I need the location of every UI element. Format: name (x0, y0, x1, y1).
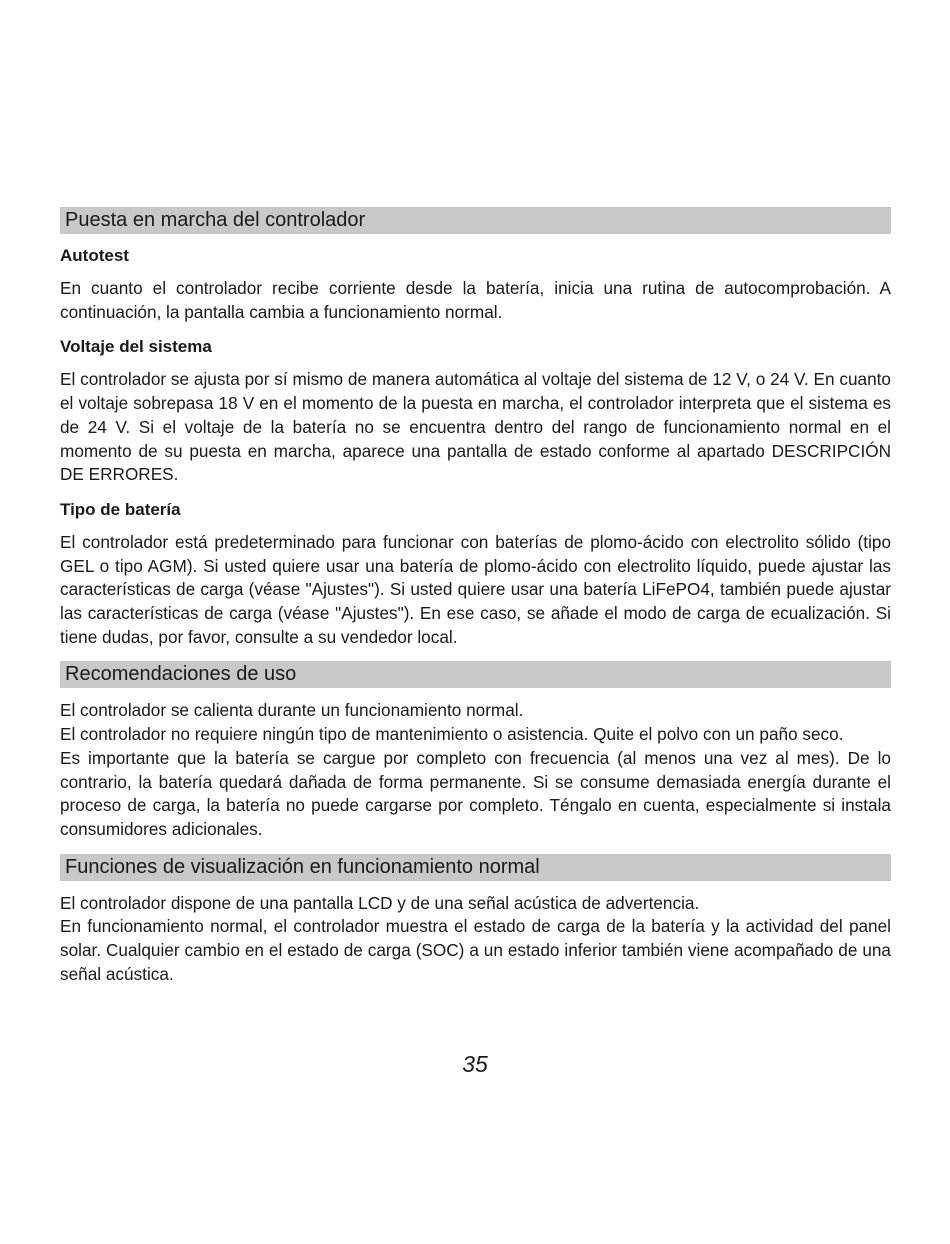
paragraph-voltaje: El controlador se ajusta por sí mismo de manera automática al voltaje del sistema de 12 V, o 24 V. En cuanto el voltaje sobrepasa 18 V en el momento de la puesta en marcha, el controlador interpreta que el sistema es de 24 V. Si el voltaje de la batería no se encuentra dentro del rango de funcionamiento normal en el momento de su puesta en marcha, aparece una pantalla de estado conforme al apartado DESCRIPCIÓN DE ERRORES. (60, 369, 891, 485)
paragraph-funciones-1: El controlador dispone de una pantalla LCD y de una señal acústica de advertencia. (60, 892, 700, 913)
paragraph-autotest: En cuanto el controlador recibe corriente desde la batería, inicia una rutina de autocomprobación. A continuación, la pantalla cambia a funcionamiento normal. (60, 278, 891, 322)
document-page (60, 207, 891, 986)
subheading-tipo-bateria: Tipo de batería (60, 499, 181, 519)
subheading-autotest: Autotest (60, 246, 129, 265)
paragraph-recomendacion-2: El controlador no requiere ningún tipo de mantenimiento o asistencia. Quite el polvo con un paño seco. (60, 724, 844, 745)
paragraph-recomendacion-1: El controlador se calienta durante un funcionamiento normal. (60, 700, 524, 721)
page-number: 35 (462, 1051, 488, 1077)
recomendaciones-body (60, 699, 891, 841)
section-header-recomendaciones: Recomendaciones de uso (60, 661, 891, 688)
subheading-voltaje: Voltaje del sistema (60, 337, 212, 357)
paragraph-tipo-bateria: El controlador está predeterminado para funcionar con baterías de plomo-ácido con electrolito sólido (tipo GEL o tipo AGM). Si usted quiere usar una batería de plomo-ácido con electrolito líquido, puede ajustar las características de carga (véase "Ajustes"). Si usted quiere usar una batería LiFePO4, también puede ajustar las características de carga (véase "Ajustes"). En ese caso, se añade el modo de carga de ecualización. Si tiene dudas, por favor, consulte a su vendedor local. (60, 531, 891, 647)
funciones-body (60, 892, 891, 987)
paragraph-funciones-2: En funcionamiento normal, el controlador muestra el estado de carga de la batería y la actividad del panel solar. Cualquier cambio en el estado de carga (SOC) a un estado inferior también viene acompañado de una señal acústica. (60, 916, 891, 984)
section-header-funciones-visualizacion: Funciones de visualización en funcionamiento normal (60, 854, 891, 881)
paragraph-recomendacion-3: Es importante que la batería se cargue por completo con frecuencia (al menos una vez al mes). De lo contrario, la batería quedará dañada de forma permanente. Si se consume demasiada energía durante el proceso de carga, la batería no puede cargarse por completo. Téngalo en cuenta, especialmente si instala consumidores adicionales. (60, 747, 891, 839)
section-header-puesta-en-marcha: Puesta en marcha del controlador (60, 207, 891, 234)
